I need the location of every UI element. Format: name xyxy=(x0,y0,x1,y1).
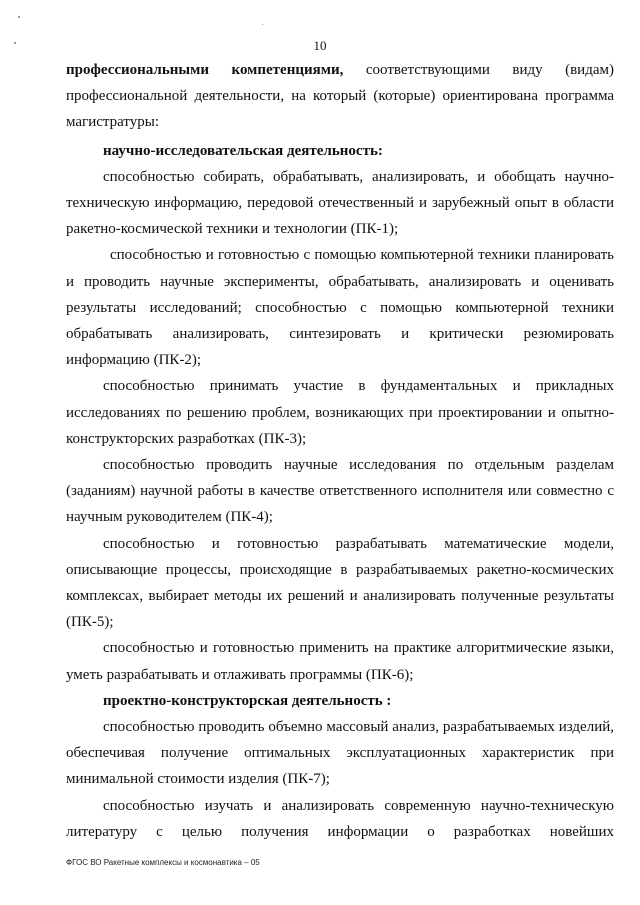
scan-speck xyxy=(18,16,20,18)
intro-text: соответствующими виду (видам) профессиональной деятельности, на который (которые) ориентирована программа магистратуры: xyxy=(66,62,614,131)
page-footer: ФГОС ВО Ракетные комплексы и космонавтика – 05 xyxy=(66,858,260,867)
competency-pk5: способностью и готовностью разрабатывать математические модели, описывающие процессы, происходящие в разрабатываемых ракетно-космических комплексах, выбирает методы их решений и анализировать полученные результаты (ПК-5); xyxy=(66,535,614,631)
intro-paragraph xyxy=(66,57,614,136)
competency-pk3: способностью принимать участие в фундаментальных и прикладных исследованиях по решению проблем, возникающих при проектировании и опытно-конструкторских разработках (ПК-3); xyxy=(66,378,614,447)
intro-bold-text: профессиональными компетенциями, xyxy=(66,62,344,78)
competency-pk8-partial: способностью изучать и анализировать современную научно-техническую литературу с целью получения информации о разработках новейших xyxy=(66,797,614,840)
competency-pk6: способностью и готовностью применить на практике алгоритмические языки, уметь разрабатывать и отлаживать программы (ПК-6); xyxy=(66,640,614,683)
competency-pk4: способностью проводить научные исследования по отдельным разделам (заданиям) научной работы в качестве ответственного исполнителя или совместно с научным руководителем (ПК-4); xyxy=(66,457,614,526)
document-body xyxy=(66,57,614,845)
scan-speck xyxy=(262,24,263,25)
section-heading-design: проектно-конструкторская деятельность : xyxy=(103,692,392,709)
competency-pk2: способностью и готовностью с помощью компьютерной техники планировать и проводить научные эксперименты, обрабатывать, анализировать и оценивать результаты исследований; способностью с помощью компьютерной техники обрабатывать анализировать, синтезировать и критически резюмировать информацию (ПК-2); xyxy=(66,247,614,369)
section-heading-research: научно-исследовательская деятельность: xyxy=(103,142,383,159)
page-number: 10 xyxy=(313,38,327,53)
competency-pk7: способностью проводить объемно массовый анализ, разрабатываемых изделий, обеспечивая получение оптимальных эксплуатационных характеристик при минимальной стоимости изделия (ПК-7); xyxy=(66,719,614,788)
competency-pk1: способностью собирать, обрабатывать, анализировать, и обобщать научно-техническую информацию, передовой отечественный и зарубежный опыт в области ракетно-космической техники и технологии (ПК-1); xyxy=(66,168,614,238)
